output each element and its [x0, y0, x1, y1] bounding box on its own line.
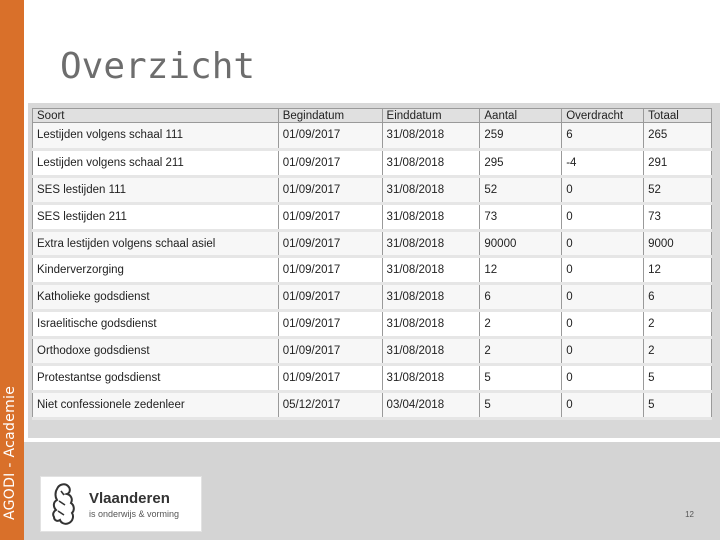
cell-totaal: 2	[644, 338, 712, 365]
header-overdracht[interactable]: Overdracht	[562, 109, 644, 123]
sidebar-label: AGODI - Academie	[2, 385, 18, 520]
table-row[interactable]	[33, 203, 712, 230]
table-row[interactable]	[33, 338, 712, 365]
cell-soort: Kinderverzorging	[33, 257, 279, 284]
cell-aantal: 5	[480, 391, 562, 418]
page-number: 12	[685, 510, 694, 519]
cell-overdracht: 0	[562, 311, 644, 338]
cell-einddatum: 31/08/2018	[382, 284, 480, 311]
cell-einddatum: 31/08/2018	[382, 230, 480, 257]
header-soort[interactable]: Soort	[33, 109, 279, 123]
footer	[24, 442, 720, 540]
table-row[interactable]	[33, 230, 712, 257]
table-row[interactable]	[33, 365, 712, 392]
flemish-lion-icon	[49, 481, 79, 527]
cell-einddatum: 31/08/2018	[382, 311, 480, 338]
cell-einddatum: 31/08/2018	[382, 123, 480, 150]
cell-soort: Protestantse godsdienst	[33, 365, 279, 392]
cell-totaal: 12	[644, 257, 712, 284]
cell-begindatum: 01/09/2017	[278, 176, 382, 203]
cell-begindatum: 01/09/2017	[278, 338, 382, 365]
table-row[interactable]	[33, 284, 712, 311]
cell-einddatum: 31/08/2018	[382, 176, 480, 203]
cell-overdracht: 0	[562, 230, 644, 257]
cell-aantal: 295	[480, 149, 562, 176]
cell-totaal: 52	[644, 176, 712, 203]
table-row[interactable]	[33, 149, 712, 176]
sidebar-label-wrap	[0, 0, 24, 540]
table-row[interactable]	[33, 391, 712, 418]
cell-totaal: 9000	[644, 230, 712, 257]
cell-einddatum: 31/08/2018	[382, 149, 480, 176]
cell-einddatum: 03/04/2018	[382, 391, 480, 418]
cell-overdracht: 0	[562, 338, 644, 365]
cell-aantal: 52	[480, 176, 562, 203]
cell-overdracht: -4	[562, 149, 644, 176]
cell-begindatum: 01/09/2017	[278, 284, 382, 311]
cell-einddatum: 31/08/2018	[382, 365, 480, 392]
table-row[interactable]	[33, 176, 712, 203]
cell-aantal: 259	[480, 123, 562, 150]
cell-totaal: 6	[644, 284, 712, 311]
header-einddatum[interactable]: Einddatum	[382, 109, 480, 123]
cell-totaal: 291	[644, 149, 712, 176]
cell-overdracht: 0	[562, 391, 644, 418]
logo-subtitle: is onderwijs & vorming	[89, 509, 180, 519]
cell-aantal: 6	[480, 284, 562, 311]
cell-soort: Israelitische godsdienst	[33, 311, 279, 338]
cell-soort: Niet confessionele zedenleer	[33, 391, 279, 418]
cell-totaal: 2	[644, 311, 712, 338]
cell-begindatum: 01/09/2017	[278, 149, 382, 176]
table-row[interactable]	[33, 257, 712, 284]
cell-begindatum: 01/09/2017	[278, 365, 382, 392]
cell-aantal: 12	[480, 257, 562, 284]
cell-einddatum: 31/08/2018	[382, 203, 480, 230]
cell-overdracht: 0	[562, 176, 644, 203]
cell-einddatum: 31/08/2018	[382, 257, 480, 284]
cell-overdracht: 0	[562, 365, 644, 392]
logo-name: Vlaanderen	[89, 490, 170, 507]
cell-einddatum: 31/08/2018	[382, 338, 480, 365]
cell-soort: Lestijden volgens schaal 111	[33, 123, 279, 150]
cell-soort: Extra lestijden volgens schaal asiel	[33, 230, 279, 257]
cell-begindatum: 01/09/2017	[278, 257, 382, 284]
header-aantal[interactable]: Aantal	[480, 109, 562, 123]
page-title: Overzicht	[60, 46, 256, 87]
cell-soort: SES lestijden 211	[33, 203, 279, 230]
vlaanderen-logo	[40, 476, 202, 532]
cell-soort: SES lestijden 111	[33, 176, 279, 203]
cell-overdracht: 0	[562, 257, 644, 284]
table-frame	[28, 103, 720, 438]
cell-totaal: 265	[644, 123, 712, 150]
header-begindatum[interactable]: Begindatum	[278, 109, 382, 123]
table-header-row	[33, 109, 712, 123]
cell-soort: Orthodoxe godsdienst	[33, 338, 279, 365]
cell-overdracht: 6	[562, 123, 644, 150]
table-row[interactable]	[33, 311, 712, 338]
cell-begindatum: 01/09/2017	[278, 230, 382, 257]
cell-soort: Lestijden volgens schaal 211	[33, 149, 279, 176]
cell-aantal: 2	[480, 338, 562, 365]
cell-begindatum: 01/09/2017	[278, 123, 382, 150]
cell-overdracht: 0	[562, 203, 644, 230]
table-row[interactable]	[33, 123, 712, 150]
cell-begindatum: 01/09/2017	[278, 203, 382, 230]
cell-overdracht: 0	[562, 284, 644, 311]
cell-begindatum: 05/12/2017	[278, 391, 382, 418]
cell-soort: Katholieke godsdienst	[33, 284, 279, 311]
cell-totaal: 5	[644, 365, 712, 392]
cell-aantal: 73	[480, 203, 562, 230]
overview-table	[32, 108, 712, 420]
cell-aantal: 5	[480, 365, 562, 392]
cell-aantal: 90000	[480, 230, 562, 257]
header-totaal[interactable]: Totaal	[644, 109, 712, 123]
cell-totaal: 73	[644, 203, 712, 230]
cell-begindatum: 01/09/2017	[278, 311, 382, 338]
cell-aantal: 2	[480, 311, 562, 338]
cell-totaal: 5	[644, 391, 712, 418]
